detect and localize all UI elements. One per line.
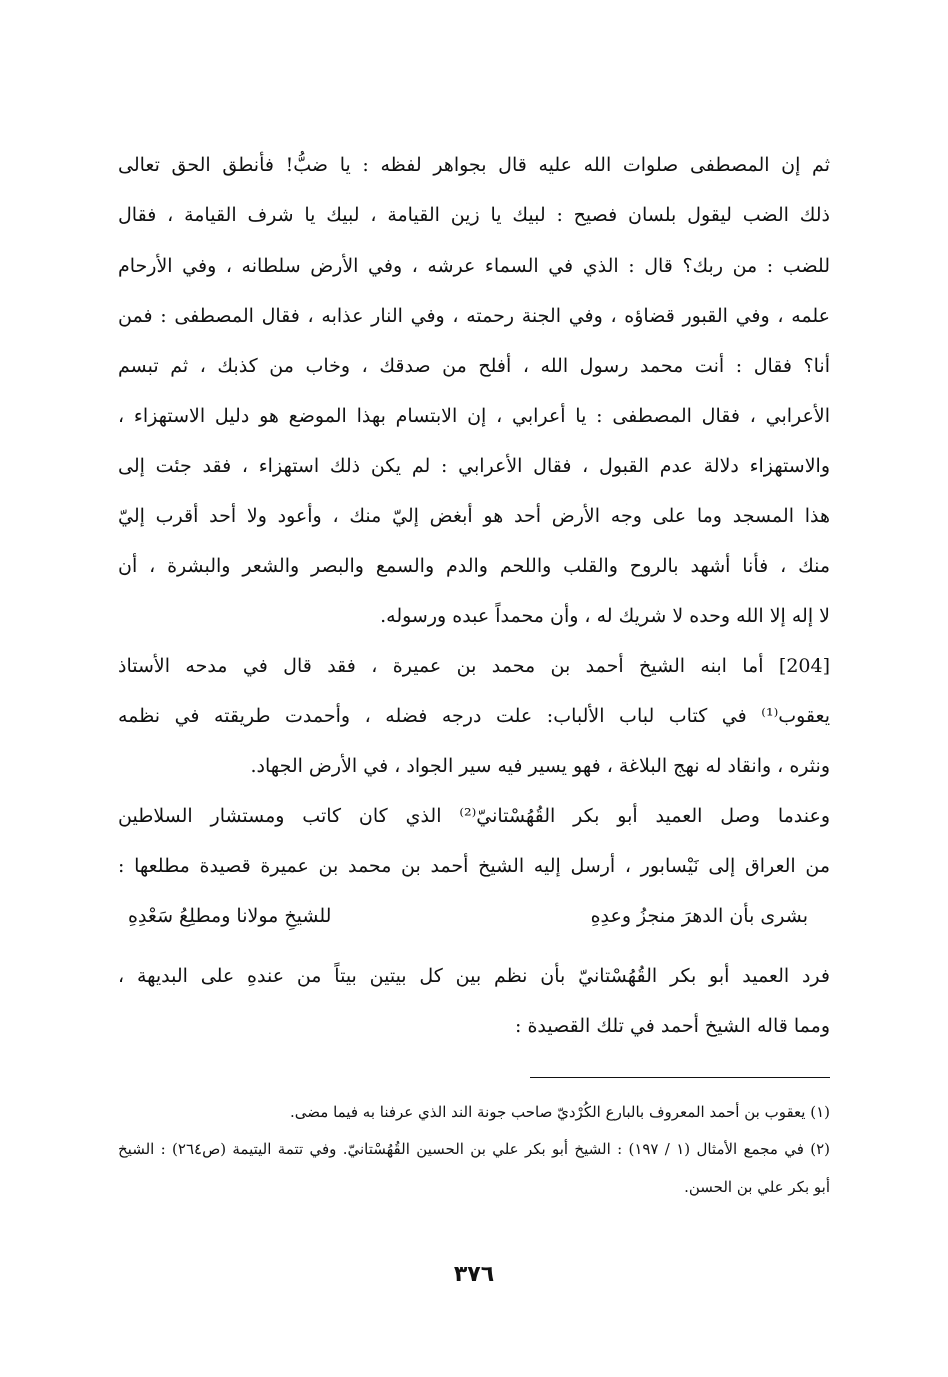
- body-line: ذلك الضب ليقول بلسان فصيح : لبيك يا زين القيامة ، لبيك يا شرف القيامة ، فقال: [118, 204, 830, 226]
- body-line: فرد العميد أبو بكر القُهُسْتانيّ بأن نظم بين كل بيتين بيتاً من عندهِ على البديهة ،: [118, 965, 830, 987]
- body-line: وعندما وصل العميد أبو بكر القُهُسْتانيّ⁽²⁾ الذي كان كاتب ومستشار السلاطين: [118, 805, 830, 827]
- body-line: للضب : من ربك؟ قال : الذي في السماء عرشه ، وفي الأرض سلطانه ، وفي الأرحام: [118, 255, 830, 277]
- verse-second-hemistich: للشيخِ مولانا ومطلِعُ سَعْدِهِ: [128, 905, 332, 927]
- body-line: ومما قاله الشيخ أحمد في تلك القصيدة :: [515, 1015, 830, 1037]
- body-line: علمه ، وفي القبور قضاؤه ، وفي الجنة رحمته ، وفي النار عذابه ، فقال المصطفى : فمن: [118, 305, 830, 327]
- footnote-1: (١) يعقوب بن أحمد المعروف بالبارع الكُرْديّ صاحب جونة الند الذي عرفنا به فيما مضى.: [289, 1103, 830, 1121]
- body-line: منك ، فأنا أشهد بالروح والقلب واللحم والدم والسمع والبصر والشعر والبشرة ، أن: [118, 555, 830, 577]
- footnote-separator: [530, 1077, 830, 1078]
- body-line: هذا المسجد وما على وجه الأرض أحد هو أبغض إليّ منك ، وأعود ولا أحد أقرب إليّ: [118, 505, 830, 527]
- footnote-2: (٢) في مجمع الأمثال (١ / ١٩٧) : الشيخ أبو بكر علي بن الحسين القُهُسْتانيّ. وفي تتمة اليتيمة (ص٢٦٤) : الشيخ: [118, 1140, 830, 1158]
- poem-verse: [128, 901, 808, 931]
- page-number: ٣٧٦: [453, 1262, 495, 1287]
- body-line: لا إله إلا الله وحده لا شريك له ، وأن محمداً عبده ورسوله.: [380, 605, 830, 627]
- body-line: والاستهزاء دلالة عدم القبول ، فقال الأعرابي : لم يكن ذلك استهزاء ، فقد جئت إلى: [118, 455, 830, 477]
- paragraph-204-start: [204] أما ابنه الشيخ أحمد بن محمد بن عميرة ، فقد قال في مدحه الأستاذ: [118, 655, 830, 677]
- footnote-2-continuation: أبو بكر علي بن الحسن.: [684, 1178, 830, 1196]
- verse-first-hemistich: بشرى بأن الدهرَ منجزُ وعدِهِ: [590, 905, 808, 927]
- body-line: الأعرابي ، فقال المصطفى : يا أعرابي ، إن الابتسام بهذا الموضع هو دليل الاستهزاء ،: [118, 405, 830, 427]
- body-line: ونثره ، وانقاد له نهج البلاغة ، فهو يسير فيه سير الجواد ، في الأرض الجهاد.: [250, 755, 830, 777]
- body-line: يعقوب⁽¹⁾ في كتاب لباب الألباب: علت درجه فضله ، وأحمدت طريقته في نظمه: [118, 705, 830, 727]
- body-line: من العراق إلى نَيْسابور ، أرسل إليه الشيخ أحمد بن محمد بن عميرة قصيدة مطلعها :: [118, 855, 830, 877]
- body-line: أنا؟ فقال : أنت محمد رسول الله ، أفلح من صدقك ، وخاب من كذبك ، ثم تبسم: [118, 355, 830, 377]
- body-line: ثم إن المصطفى صلوات الله عليه قال بجواهر لفظه : يا ضبُّ! فأنطق الحق تعالى: [118, 154, 830, 176]
